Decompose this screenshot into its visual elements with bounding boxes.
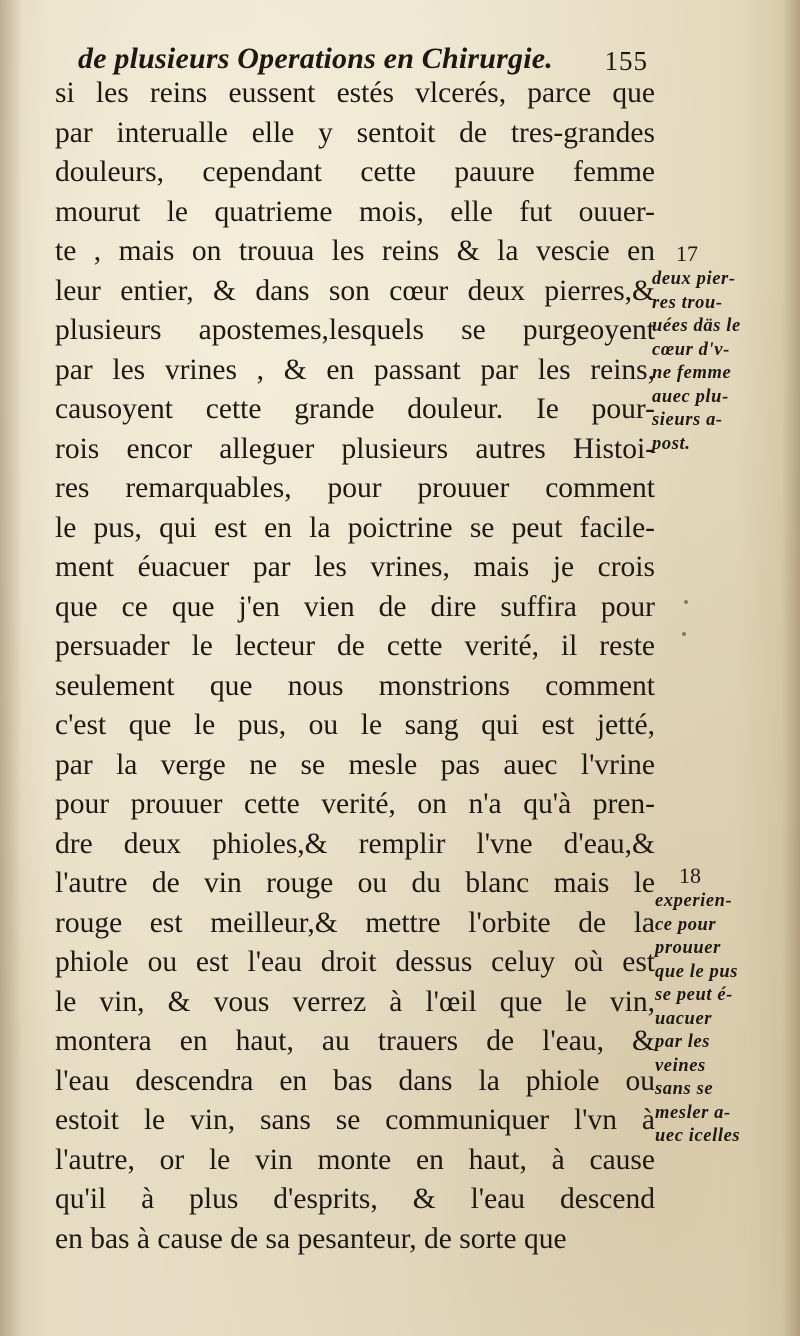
text-line: estoit le vin, sans se communiquer l'vn à — [55, 1104, 655, 1136]
text-line: te , mais on trouua les reins & la vescie en — [55, 235, 655, 267]
gloss-line: res trou- — [652, 292, 723, 313]
text-line: l'autre de vin rouge ou du blanc mais le — [55, 867, 655, 899]
marginal-gloss — [652, 268, 770, 456]
text-line: mourut le quatrieme mois, elle fut ouuer- — [55, 195, 655, 228]
text-line: que ce que j'en vien de dire suffira pour — [55, 590, 655, 623]
gloss-line: experien- — [655, 891, 733, 911]
gloss-line: que le pus — [655, 961, 739, 982]
ink-speck — [684, 600, 688, 604]
text-line: pour prouuer cette verité, on n'a qu'à pren- — [55, 788, 655, 820]
text-line: par interualle elle y sentoit de tres-grandes — [55, 116, 655, 149]
text-line: seulement que nous monstrions comment — [55, 669, 655, 702]
text-line: ment éuacuer par les vrines, mais je crois — [55, 551, 655, 583]
gloss-line: ce pour — [655, 914, 717, 935]
text-line: en bas à cause de sa pesanteur, de sorte que — [55, 1222, 567, 1255]
gloss-line: uées däs le — [652, 316, 741, 336]
gloss-line: sans se — [655, 1079, 714, 1099]
gloss-line: prouuer — [655, 938, 721, 958]
text-line: dre deux phioles,& remplir l'vne d'eau,& — [55, 827, 655, 860]
marginal-note-number: 17 — [676, 241, 698, 266]
text-line: phiole ou est l'eau droit dessus celuy où est — [55, 946, 655, 978]
text-line: persuader le lecteur de cette verité, il reste — [55, 630, 655, 662]
text-line: le pus, qui est en la poictrine se peut facile- — [55, 511, 655, 544]
page-number: 155 — [604, 46, 648, 76]
body-text — [55, 74, 655, 1259]
text-line: rois encor alleguer plusieurs autres Histoi- — [55, 432, 655, 465]
text-line: douleurs, cependant cette pauure femme — [55, 156, 655, 188]
gloss-line: uacuer — [655, 1008, 713, 1029]
marginal-note-17 — [652, 240, 770, 456]
gloss-line: deux pier- — [652, 269, 736, 289]
text-line: plusieurs apostemes,lesquels se purgeoyent — [55, 314, 655, 346]
text-line: res remarquables, pour prouuer comment — [55, 472, 655, 504]
gloss-line: par les — [655, 1032, 711, 1052]
text-line: par la verge ne se mesle pas auec l'vrine — [55, 748, 655, 781]
text-line: leur entier, & dans son cœur deux pierres,& — [55, 274, 655, 307]
text-line: qu'il à plus d'esprits, & l'eau descend — [55, 1183, 655, 1215]
gloss-line: mesler a- — [655, 1102, 731, 1123]
text-line: c'est que le pus, ou le sang qui est jetté, — [55, 709, 655, 741]
marginal-note-18 — [655, 862, 773, 1149]
ink-speck — [682, 632, 686, 636]
text-line: le vin, & vous verrez à l'œil que le vin, — [55, 985, 655, 1018]
gloss-line: uec icelles — [655, 1126, 741, 1146]
text-line: si les reins eussent estés vlcerés, parce que — [55, 77, 655, 109]
gloss-line: ne femme — [652, 363, 732, 383]
gloss-line: sieurs a- — [652, 410, 723, 430]
text-line: par les vrines , & en passant par les reins, — [55, 353, 655, 386]
gloss-line: post. — [652, 433, 691, 454]
text-line: l'autre, or le vin monte en haut, à cause — [55, 1143, 655, 1176]
text-line: rouge est meilleur,& mettre l'orbite de la — [55, 906, 655, 939]
gloss-line: veines — [655, 1055, 706, 1076]
running-head: de plusieurs Operations en Chirurgie. — [78, 42, 553, 75]
text-line: causoyent cette grande douleur. Ie pour- — [55, 393, 655, 425]
gloss-line: auec plu- — [652, 386, 729, 407]
text-line: l'eau descendra en bas dans la phiole ou — [55, 1064, 655, 1097]
gloss-line: se peut é- — [655, 985, 733, 1005]
gloss-line: cœur d'v- — [652, 339, 730, 360]
marginal-note-number: 18 — [679, 863, 701, 888]
text-line: montera en haut, au trauers de l'eau, & — [55, 1025, 655, 1057]
marginal-gloss — [655, 890, 773, 1149]
